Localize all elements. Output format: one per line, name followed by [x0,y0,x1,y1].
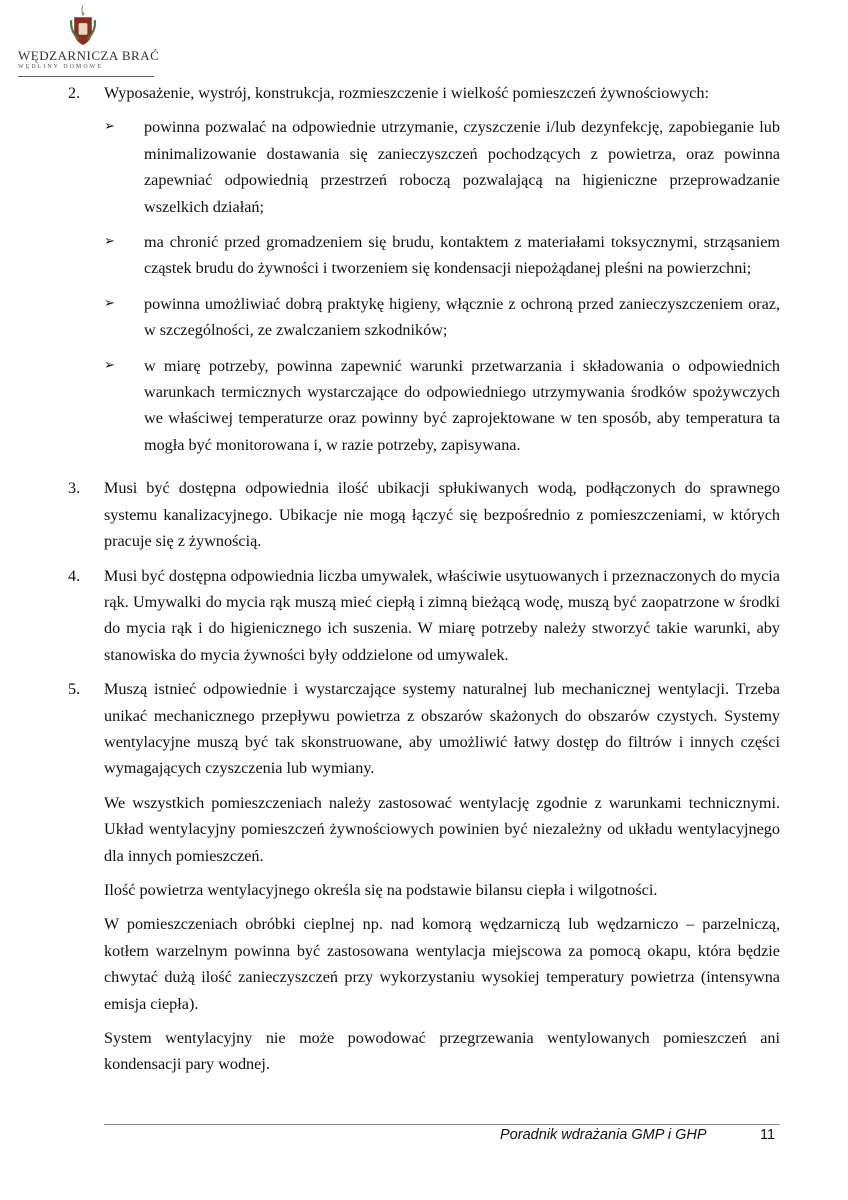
paragraph: System wentylacyjny nie może powodować przegrzewania wentylowanych pomieszczeń ani kondensacji pary wodnej. [104,1029,780,1074]
arrow-bullet-icon: ➢ [104,357,115,373]
bullet-item: ➢ ma chronić przed gromadzeniem się brudu, kontaktem z materiałami toksycznymi, strząsaniem cząstek brudu do żywności i tworzeniem się kondensacji niepożądanej pleśni na powierzchni; [104,229,780,282]
paragraph: Ilość powietrza wentylacyjnego określa się na podstawie bilansu ciepła i wilgotności. [104,880,658,899]
document-body [68,80,780,1094]
item-text: Musi być dostępna odpowiednia liczba umywalek, właściwie usytuowanych i przeznaczonych do mycia rąk. Umywalki do mycia rąk muszą mieć ciepłą i zimną bieżącą wodę, muszą być zaopatrzone w środki do mycia rąk i do higienicznego ich suszenia. W miarę potrzeby należy stworzyć takie warunki, aby stanowiska do mycia żywności były oddzielone od umywalek. [104,566,780,664]
item-number: 5. [68,680,81,699]
paragraph: W pomieszczeniach obróbki cieplnej np. nad komorą wędzarniczą lub wędzarniczo – parzelniczą, kotłem warzelnym powinna być zastosowana wentylacja miejscowa za pomocą okapu, która będzie chwytać dużą ilość zanieczyszczeń przy wykorzystaniu wysokiej temperatury powietrza (intensywna emisja ciepła). [104,915,780,1013]
item-text: Muszą istnieć odpowiednie i wystarczające systemy naturalnej lub mechanicznej wentylacji. Trzeba unikać mechanicznego przepływu powietrza z obszarów skażonych do obszarów czystych. Systemy wentylacyjne muszą być tak skonstruowane, aby umożliwić łatwy dostęp do filtrów i innych części wymagających czyszczenia lub wymiany. [104,680,780,778]
bullet-item: ➢ powinna umożliwiać dobrą praktykę higieny, włącznie z ochroną przed zanieczyszczeniem oraz, w szczególności, ze zwalczaniem szkodników; [104,291,780,344]
footer-divider [104,1124,780,1125]
arrow-bullet-icon: ➢ [104,234,115,250]
item-text: Musi być dostępna odpowiednia ilość ubikacji spłukiwanych wodą, podłączonych do sprawnego systemu kanalizacyjnego. Ubikacje nie mogą łączyć się bezpośrednio z pomieszczeniami, w których pracuje się z żywnością. [104,479,780,551]
header-divider [18,76,154,77]
item-number: 2. [68,84,81,102]
arrow-bullet-icon: ➢ [104,119,115,135]
list-item-2 [68,80,780,467]
item-number: 4. [68,566,81,585]
list-item-3 [68,475,780,554]
logo-emblem-icon [66,4,100,48]
item-number: 3. [68,479,81,498]
bullet-item: ➢ powinna pozwalać na odpowiednie utrzymanie, czyszczenie i/lub dezynfekcję, zapobieganie lub minimalizowanie dostawania się zanieczyszczeń pochodzących z powietrza, oraz powinna zapewniać odpowiednią przestrzeń roboczą pozwalającą na higieniczne przeprowadzanie wszelkich działań; [104,114,780,220]
logo [18,4,160,71]
arrow-bullet-icon: ➢ [104,295,115,311]
brand-name: WĘDZARNICZA BRAĆ [18,48,160,63]
page-number: 11 [760,1127,776,1143]
footer-title: Poradnik wdrażania GMP i GHP [500,1127,707,1143]
list-item-5 [68,676,780,1086]
paragraph: We wszystkich pomieszczeniach należy zastosować wentylację zgodnie z warunkami technicznymi. Układ wentylacyjny pomieszczeń żywnościowych powinien być niezależny od układu wentylacyjnego dla innych pomieszczeń. [104,793,780,865]
item-text: Wyposażenie, wystrój, konstrukcja, rozmieszczenie i wielkość pomieszczeń żywnościowych: [104,84,709,102]
list-item-4 [68,563,780,669]
brand-subtitle: WĘDLINY DOMOWE [18,64,103,70]
bullet-item: ➢ w miarę potrzeby, powinna zapewnić warunki przetwarzania i składowania o odpowiednich warunkach termicznych wystarczające do odpowiedniego utrzymywania środków spożywczych we właściwej temperaturze oraz powinny być zaprojektowane w ten sposób, aby temperatura ta mogła być monitorowana i, w razie potrzeby, zapisywana. [104,353,780,459]
